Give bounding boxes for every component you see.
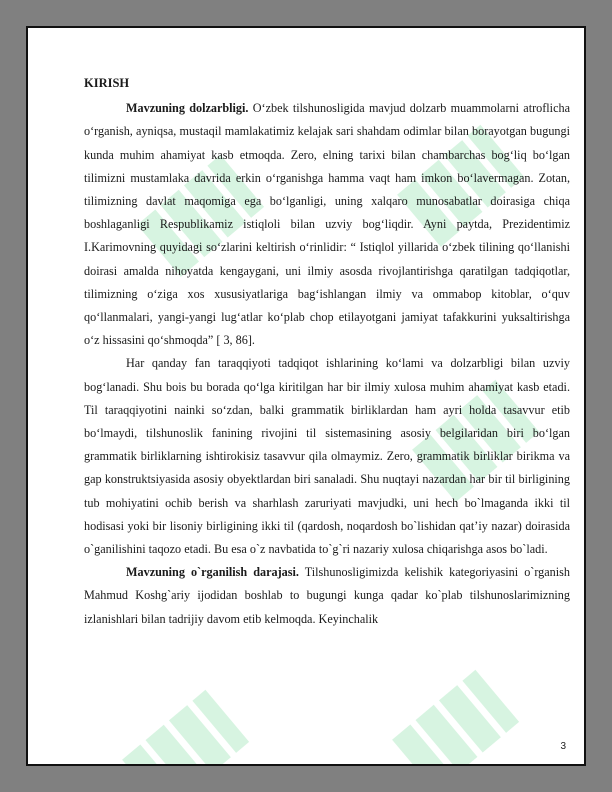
watermark-logo-icon: [98, 668, 268, 766]
paragraph-text: Har qanday fan taraqqiyoti tadqiqot ishlarining ko‘lami va dolzarbligi bilan uzviy bog‘lanadi. Shu bois bu borada qo‘lga kiritilgan har bir ilmiy xulosa muhim ahamiyat kasb etadi. Til taraqqiyotini nainki so‘zdan, balki grammatik birliklardan ham ayri holda tasavvur etib bo‘lmaydi, tilshunoslik fanining rivojini til sistemasining asosiy belgilaridan biri bo‘lgan grammatik birliklarning ishtirokisiz tasavvur qila olmaymiz. Zero, grammatik birliklar birikma va gap konstruktsiyasida asosiy obyektlardan biri sanaladi. Shu nuqtayi nazardan har bir til birligining tub mohiyatini ochib berish va sharhlash zaruriyati mavjudki, uni hech bo`lmaganda ikki til hodisasi yoki bir lisoniy birligining ikki til (qardosh, noqardosh bo`lishidan qat’iy nazar) doirasida o`ganilishini taqozo etadi. Bu esa o`z navbatida to`g`ri nazariy xulosa chiqarishga asos bo`ladi.: [84, 356, 570, 557]
paragraph-study-level: [84, 561, 570, 631]
paragraph-lead: Mavzuning dolzarbligi.: [126, 101, 249, 116]
document-page: [26, 26, 586, 766]
paragraph-progress: [84, 352, 570, 561]
paragraph-lead: Mavzuning o`rganilish darajasi.: [126, 565, 299, 580]
paragraph-text: O‘zbek tilshunosligida mavjud dolzarb muammolarni atroflicha o‘rganish, ayniqsa, mustaqil mamlakatimiz kelajak sari shahdam odimlar bilan borayotgan bugungi kunda muhim ahamiyat kasb etmoqda. Zero, elning tarixi bilan chambarchas bog‘liq bo‘lgan tilimizni mustamlaka davrida erkin o‘rganishga hamma vaqt ham imkon bo‘lavermagan. Zotan, tilimizning davlat maqomiga ega bo‘lganligi, uning xalqaro munosabatlar doirasiga chiqa boshlaganligi Respublikamiz istiqloli bilan uzviy bog‘liqdir. Ayni paytda, Prezidentimiz I.Karimovning quyidagi so‘zlarini keltirish o‘rinlidir: “ Istiqlol yillarida o‘zbek tilining qo‘llanishi doirasi amalda nihoyatda kengaygani, uni ilmiy asosda rivojlantirishga qaratilgan tadqiqotlar, tilimizning o‘ziga xos xususiyatlariga bag‘ishlangan ilmiy va ommabop kitoblar, o‘quv qo‘llanmalari, yangi-yangi lug‘atlar ko‘plab chop etilayotgani jamiyat tafakkurini yuksaltirishga o‘z hissasini qo‘shmoqda” [ 3, 86].: [84, 101, 570, 348]
watermark-logo-icon: [368, 648, 538, 766]
paragraph-text: Tilshunosligimizda kelishik kategoriyasini o`rganish Mahmud Koshg`ariy ijodidan boshlab to bugungi kunga qadar ko`plab tilshunoslarimizning izlanishlari bilan tadrijiy davom etib kelmoqda. Keyinchalik: [84, 565, 571, 626]
section-heading: KIRISH: [84, 76, 130, 90]
paragraph-relevance: [84, 97, 570, 352]
page-number: 3: [560, 741, 566, 752]
document-body: [84, 72, 570, 631]
